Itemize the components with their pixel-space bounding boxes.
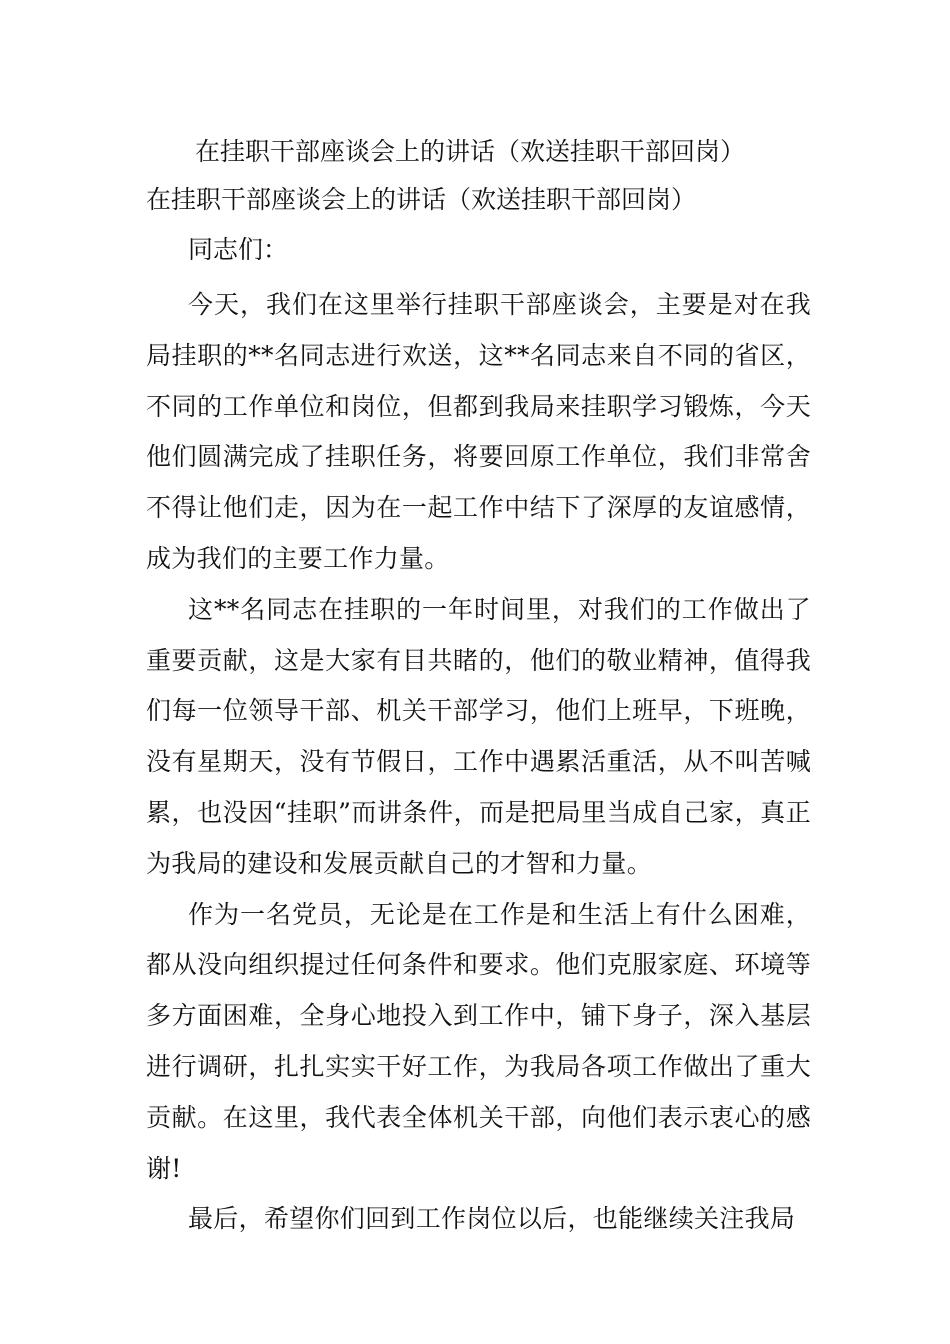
- paragraph-4: 最后，希望你们回到工作岗位以后，也能继续关注我局: [188, 1204, 796, 1234]
- document-subtitle: 在挂职干部座谈会上的讲话（欢送挂职干部回岗）: [146, 185, 697, 214]
- paragraph-3: 作为一名党员，无论是在工作是和生活上有什么困难，都从没向组织提过任何条件和要求。他们克服家庭、环境等多方面困难，全身心地投入到工作中，铺下身子，深入基层进行调研，扎扎实实干好工作，为我局各项工作做出了重大贡献。在这里，我代表全体机关干部，向他们表示衷心的感谢!: [146, 899, 811, 1183]
- salutation: 同志们：: [188, 235, 289, 264]
- document-title: 在挂职干部座谈会上的讲话（欢送挂职干部回岗）: [195, 137, 746, 166]
- document-body: [146, 280, 811, 1245]
- paragraph-2: 这**名同志在挂职的一年时间里，对我们的工作做出了重要贡献，这是大家有目共睹的，他们的敬业精神，值得我们每一位领导干部、机关干部学习，他们上班早，下班晚，没有星期天，没有节假日，工作中遇累活重活，从不叫苦喊累，也没因“挂职”而讲条件，而是把局里当成自己家，真正为我局的建设和发展贡献自己的才智和力量。: [146, 594, 811, 878]
- paragraph-1: 今天，我们在这里举行挂职干部座谈会，主要是对在我局挂职的**名同志进行欢送，这**名同志来自不同的省区，不同的工作单位和岗位，但都到我局来挂职学习锻炼，今天他们圆满完成了挂职任务，将要回原工作单位，我们非常舍不得让他们走，因为在一起工作中结下了深厚的友谊感情，成为我们的主要工作力量。: [146, 290, 811, 573]
